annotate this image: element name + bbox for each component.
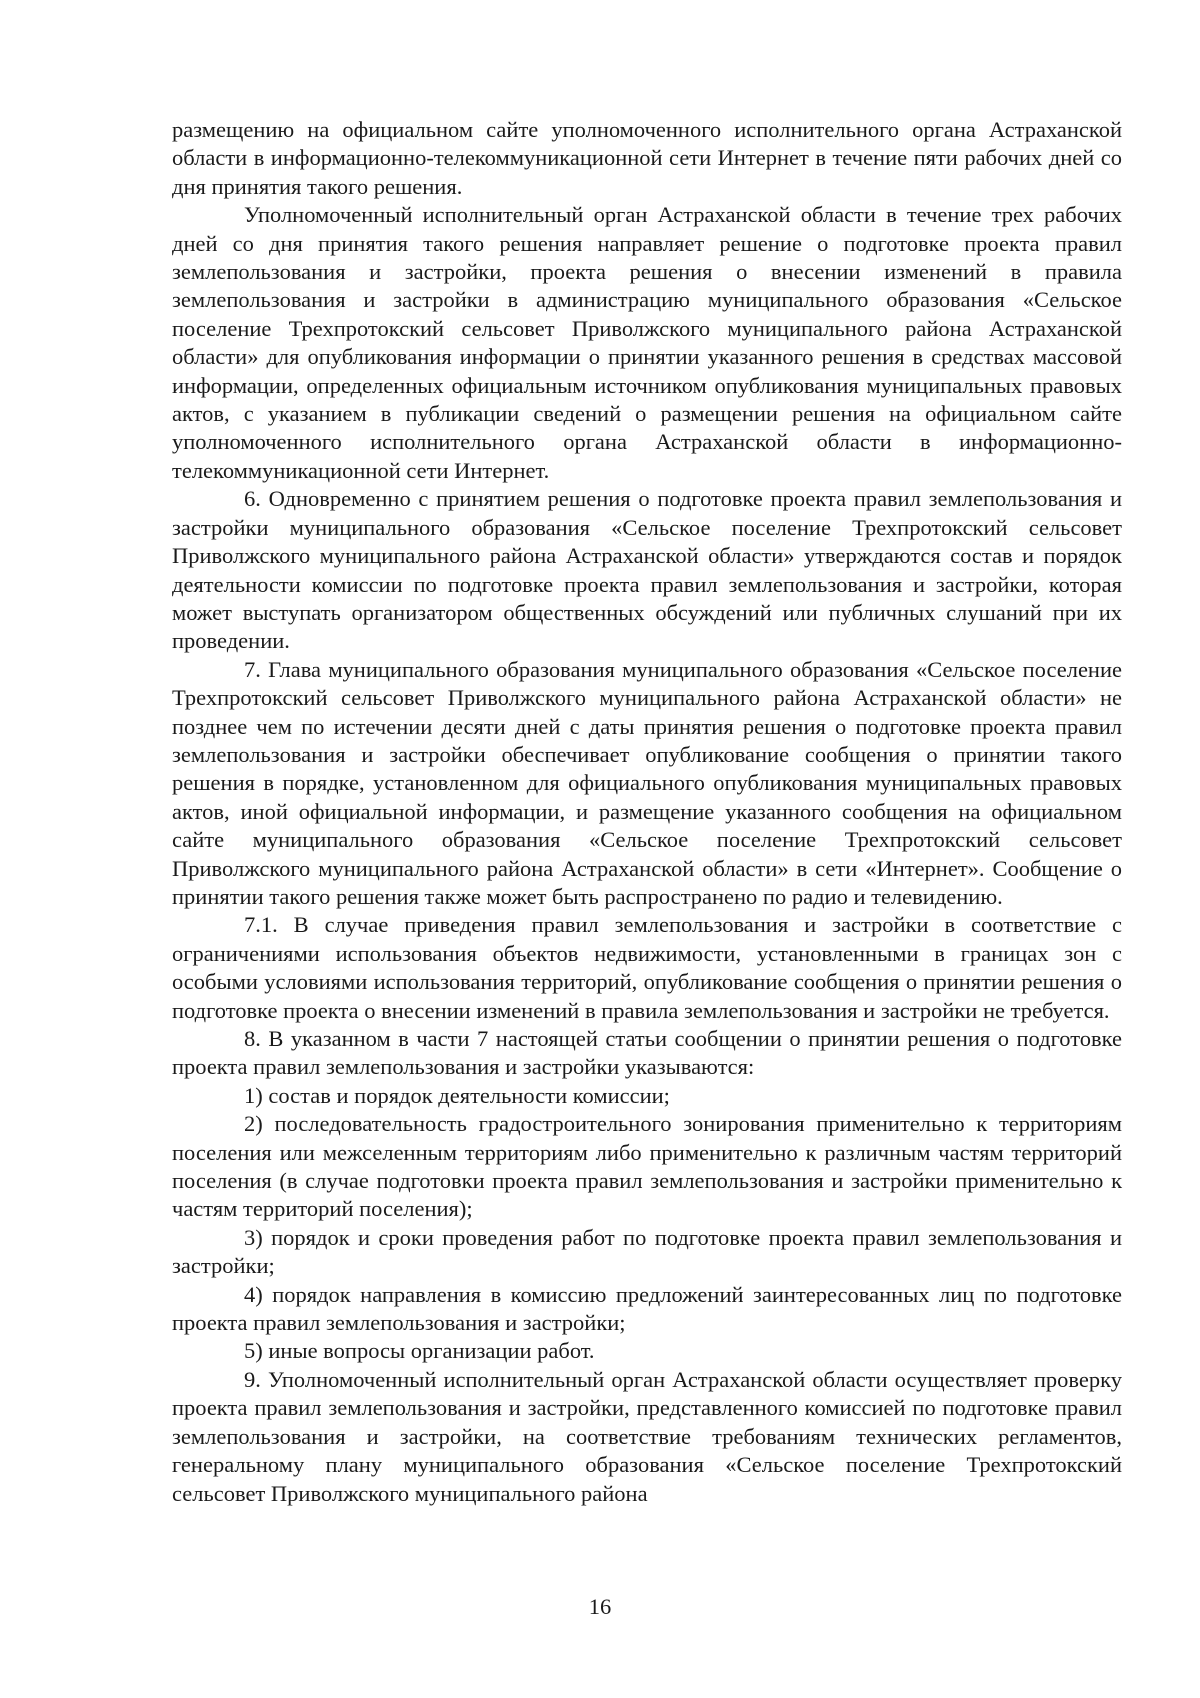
paragraph-item-9: 9. Уполномоченный исполнительный орган Астраханской области осуществляет проверку проекта правил землепользования и застройки, представленного комиссией по подготовке правил землепользования и застройки, на соответствие требованиям технических регламентов, генеральному плану муниципального образования «Сельское поселение Трехпротокский сельсовет Приволжского муниципального района — [172, 1366, 1122, 1506]
list-item-2: 2) последовательность градостроительного зонирования применительно к территориям поселения или межселенным территориям либо применительно к различным частям территорий поселения (в случае подготовки проекта правил землепользования и застройки применительно к частям территорий поселения); — [172, 1111, 1122, 1222]
page-number: 16 — [588, 1594, 612, 1619]
document-body — [172, 116, 1122, 1508]
paragraph-item-8: 8. В указанном в части 7 настоящей статьи сообщении о принятии решения о подготовке проекта правил землепользования и застройки указываются: — [172, 1026, 1122, 1080]
paragraph-item-6: 6. Одновременно с принятием решения о подготовке проекта правил землепользования и застройки муниципального образования «Сельское поселение Трехпротокский сельсовет Приволжского муниципального района Астраханской области» утверждаются состав и порядок деятельности комиссии по подготовке проекта правил землепользования и застройки, которая может выступать организатором общественных обсуждений или публичных слушаний при их проведении. — [172, 486, 1122, 654]
list-item-1: 1) состав и порядок деятельности комиссии; — [244, 1082, 670, 1108]
list-item-4: 4) порядок направления в комиссию предложений заинтересованных лиц по подготовке проекта правил землепользования и застройки; — [172, 1281, 1122, 1336]
paragraph-item-7: 7. Глава муниципального образования муниципального образования «Сельское поселение Трехпротокский сельсовет Приволжского муниципального района Астраханской области» не позднее чем по истечении десяти дней с даты принятия решения о подготовке проекта правил землепользования и застройки обеспечивает опубликование сообщения о принятии такого решения в порядке, установленном для официального опубликования муниципальных правовых актов, иной официальной информации, и размещение указанного сообщения на официальном сайте муниципального образования «Сельское поселение Трехпротокский сельсовет Приволжского муниципального района Астраханской области» в сети «Интернет». Сообщение о принятии такого решения также может быть распространено по радио и телевидению. — [172, 656, 1122, 909]
paragraph-2: Уполномоченный исполнительный орган Астраханской области в течение трех рабочих дней со дня принятия такого решения направляет решение о подготовке проекта правил землепользования и застройки, проекта решения о внесении изменений в правила землепользования и застройки в администрацию муниципального образования «Сельское поселение Трехпротокский сельсовет Приволжского муниципального района Астраханской области» для опубликования информации о принятии указанного решения в средствах массовой информации, определенных официальным источником опубликования муниципальных правовых актов, с указанием в публикации сведений о размещении решения на официальном сайте уполномоченного исполнительного органа Астраханской области в информационно-телекоммуникационной сети Интернет. — [172, 202, 1122, 483]
paragraph-1: размещению на официальном сайте уполномоченного исполнительного органа Астраханской области в информационно-телекоммуникационной сети Интернет в течение пяти рабочих дней со дня принятия такого решения. — [172, 117, 1122, 199]
list-item-5: 5) иные вопросы организации работ. — [244, 1338, 595, 1364]
paragraph-item-7-1: 7.1. В случае приведения правил землепользования и застройки в соответствие с ограничениями использования объектов недвижимости, установленными в границах зон с особыми условиями использования территорий, опубликование сообщения о принятии решения о подготовке проекта о внесении изменений в правила землепользования и застройки не требуется. — [172, 912, 1122, 1023]
list-item-3: 3) порядок и сроки проведения работ по подготовке проекта правил землепользования и застройки; — [172, 1224, 1122, 1279]
